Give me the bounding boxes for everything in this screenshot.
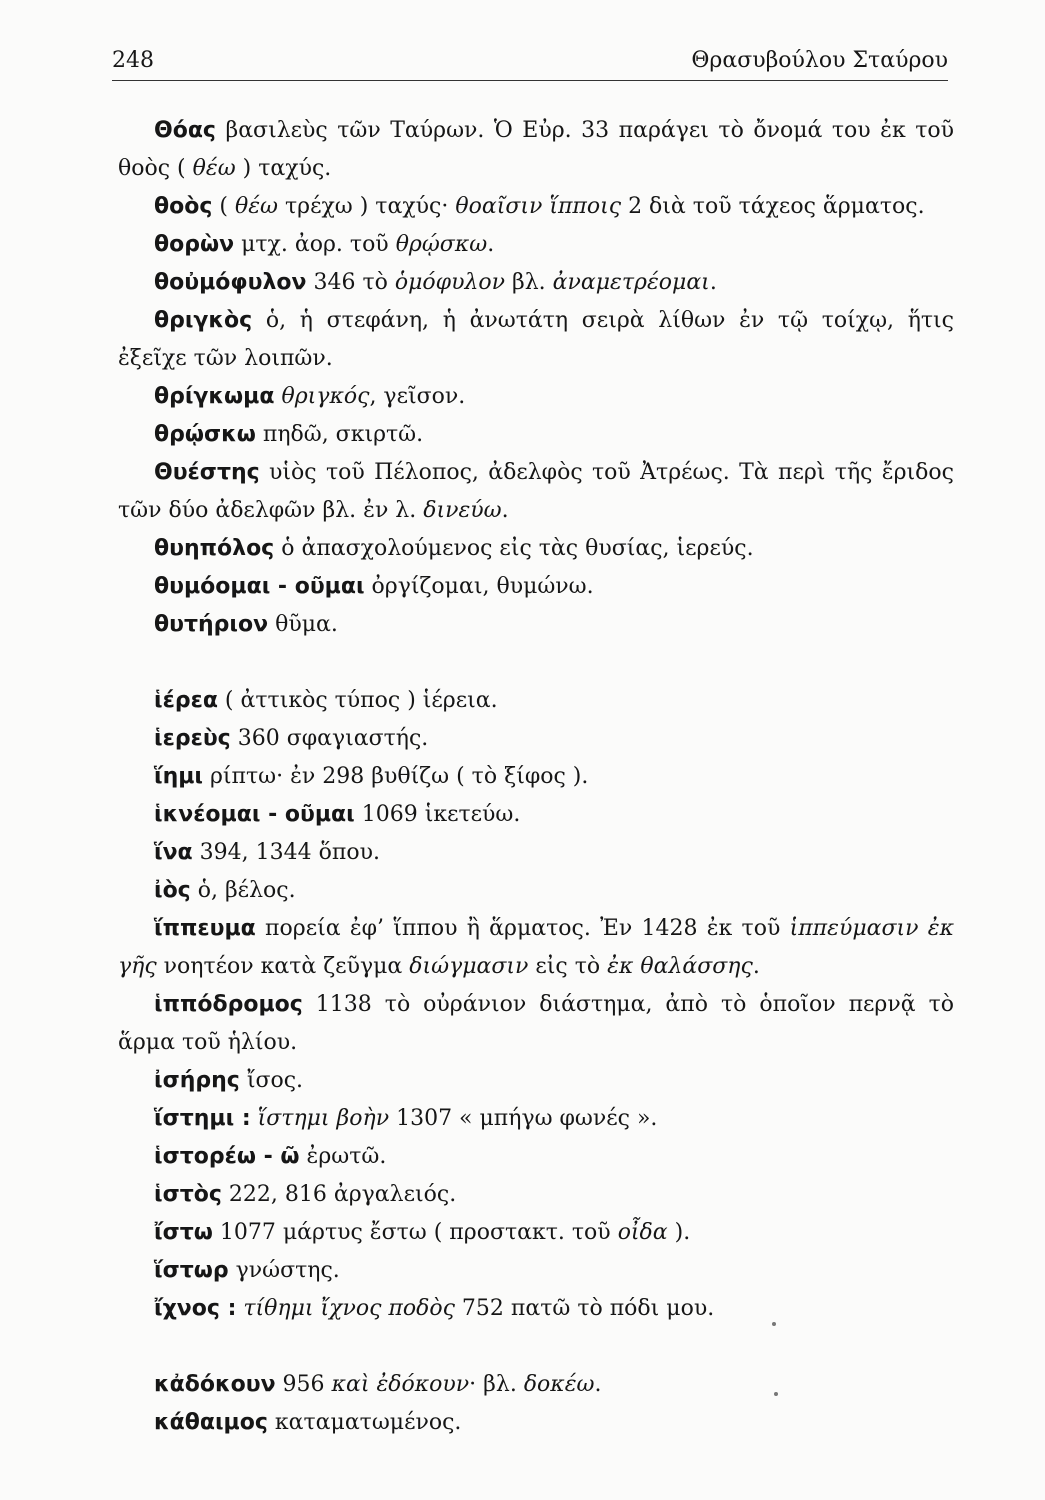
- headword: θοὐμόφυλον: [154, 270, 307, 295]
- headword: ἱππόδρομος: [154, 992, 303, 1017]
- headword: ἰσήρης: [154, 1068, 240, 1093]
- glossary-entry: θοὐμόφυλον 346 τὸ ὁμόφυλον βλ. ἀναμετρέομαι.: [154, 270, 717, 295]
- glossary-entry: ἵνα 394, 1344 ὅπου.: [154, 840, 380, 865]
- glossary-entry: θυμόομαι - οῦμαι ὀργίζομαι, θυμώνω.: [154, 574, 594, 599]
- running-head: [112, 48, 948, 78]
- glossary-entry: ἵππευμα πορεία ἐφ’ ἵππου ἢ ἅρματος. Ἐν 1428 ἐκ τοῦ ἱππεύμασιν ἐκ γῆς νοητέον κατὰ ζεῦγμα διώγμασιν εἰς τὸ ἐκ θαλάσσης.: [118, 916, 954, 979]
- running-head-author: Θρασυβούλου Σταύρου: [691, 48, 948, 73]
- paper-speck: [774, 1392, 778, 1396]
- headword: θυτήριον: [154, 612, 269, 637]
- glossary-entry: κἀδόκουν 956 καὶ ἐδόκουν· βλ. δοκέω.: [154, 1372, 602, 1397]
- glossary-entry: ἴστω 1077 μάρτυς ἔστω ( προστακτ. τοῦ οἶδα ).: [154, 1220, 691, 1245]
- glossary-entry: θυτήριον θῦμα.: [154, 612, 338, 637]
- headword: ἵημι: [154, 764, 203, 789]
- headword: ἱέρεα: [154, 688, 218, 713]
- headword: ἵππευμα: [154, 916, 256, 941]
- headword: ἵνα: [154, 840, 193, 865]
- headword: ἱερεὺς: [154, 726, 231, 751]
- glossary-entry: ἱππόδρομος 1138 τὸ οὐράνιον διάστημα, ἀπὸ τὸ ὁποῖον περνᾷ τὸ ἅρμα τοῦ ἡλίου.: [118, 992, 954, 1055]
- headword: ἴχνος :: [154, 1296, 237, 1321]
- glossary-entry: θρίγκωμα θριγκός, γεῖσον.: [154, 384, 466, 409]
- glossary-entry: ἵστημι : ἵστημι βοὴν 1307 « μπήγω φωνές ».: [154, 1106, 658, 1131]
- headword: κάθαιμος: [154, 1410, 268, 1435]
- glossary-entry: ἱστορέω - ῶ ἐρωτῶ.: [154, 1144, 387, 1169]
- headword: ἱκνέομαι - οῦμαι: [154, 802, 355, 827]
- headword: θοὸς: [154, 194, 213, 219]
- headword: ἰὸς: [154, 878, 191, 903]
- headword: θορὼν: [154, 232, 235, 257]
- glossary-entry: ἱστὸς 222, 816 ἀργαλειός.: [154, 1182, 457, 1207]
- glossary-entry: θυηπόλος ὁ ἀπασχολούμενος εἰς τὰς θυσίας, ἱερεύς.: [154, 536, 754, 561]
- headword: θριγκὸς: [154, 308, 253, 333]
- glossary-entry: Θόας βασιλεὺς τῶν Ταύρων. Ὁ Εὐρ. 33 παράγει τὸ ὄνομά του ἐκ τοῦ θοὸς ( θέω ) ταχύς.: [118, 118, 954, 181]
- headword: ἵστωρ: [154, 1258, 229, 1283]
- headword: Θυέστης: [154, 460, 260, 485]
- glossary-entry: ἱκνέομαι - οῦμαι 1069 ἱκετεύω.: [154, 802, 521, 827]
- glossary-entry: θριγκὸς ὁ, ἡ στεφάνη, ἡ ἀνωτάτη σειρὰ λίθων ἐν τῷ τοίχῳ, ἥτις ἐξεῖχε τῶν λοιπῶν.: [118, 308, 954, 371]
- glossary-entry: ἱέρεα ( ἀττικὸς τύπος ) ἱέρεια.: [154, 688, 498, 713]
- header-rule: [112, 80, 948, 81]
- headword: κἀδόκουν: [154, 1372, 276, 1397]
- glossary-entry: ἱερεὺς 360 σφαγιαστής.: [154, 726, 429, 751]
- glossary-entry: θορὼν μτχ. ἀορ. τοῦ θρῴσκω.: [154, 232, 495, 257]
- headword: ἱστορέω - ῶ: [154, 1144, 300, 1169]
- headword: Θόας: [154, 118, 216, 143]
- headword: θρῴσκω: [154, 422, 256, 447]
- glossary-entry: ἰσήρης ἴσος.: [154, 1068, 304, 1093]
- page-number: 248: [112, 48, 154, 73]
- headword: θυμόομαι - οῦμαι: [154, 574, 365, 599]
- glossary-entry: ἵημι ρίπτω· ἐν 298 βυθίζω ( τὸ ξίφος ).: [154, 764, 589, 789]
- headword: θυηπόλος: [154, 536, 275, 561]
- headword: ἴστω: [154, 1220, 213, 1245]
- glossary-entry: ἰὸς ὁ, βέλος.: [154, 878, 296, 903]
- headword: θρίγκωμα: [154, 384, 275, 409]
- glossary-entry: ἴχνος : τίθημι ἴχνος ποδὸς 752 πατῶ τὸ πόδι μου.: [154, 1296, 715, 1321]
- glossary-entry: Θυέστης υἱὸς τοῦ Πέλοπος, ἀδελφὸς τοῦ Ἀτρέως. Τὰ περὶ τῆς ἔριδος τῶν δύο ἀδελφῶν βλ. ἐν λ. δινεύω.: [118, 460, 954, 523]
- glossary-entries: [118, 112, 954, 1442]
- glossary-entry: ἵστωρ γνώστης.: [154, 1258, 340, 1283]
- headword: ἱστὸς: [154, 1182, 222, 1207]
- glossary-entry: θοὸς ( θέω τρέχω ) ταχύς· θοαῖσιν ἵπποις 2 διὰ τοῦ τάχεος ἅρματος.: [154, 194, 925, 219]
- glossary-entry: κάθαιμος καταματωμένος.: [154, 1410, 462, 1435]
- paper-speck: [772, 1322, 776, 1326]
- glossary-entry: θρῴσκω πηδῶ, σκιρτῶ.: [154, 422, 424, 447]
- headword: ἵστημι :: [154, 1106, 251, 1131]
